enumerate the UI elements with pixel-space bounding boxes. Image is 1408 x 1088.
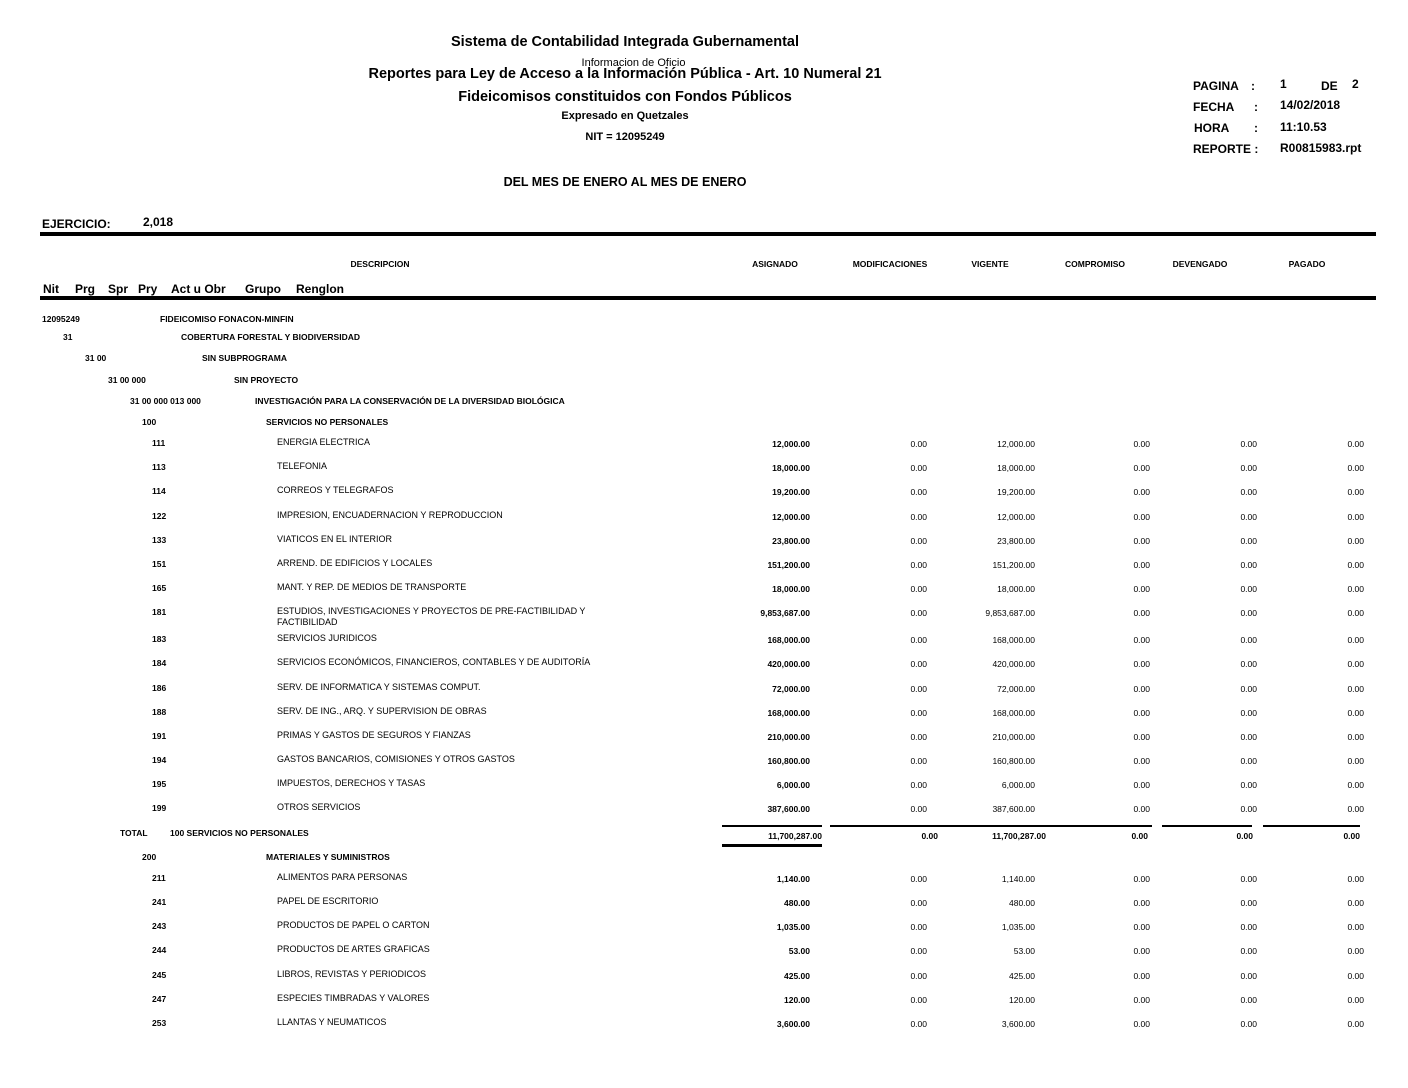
cell-modificaciones: 0.00	[910, 708, 927, 718]
cell-asignado: 3,600.00	[776, 1019, 810, 1029]
col-asignado: ASIGNADO	[752, 259, 798, 269]
cell-pagado: 0.00	[1347, 995, 1364, 1005]
cell-compromiso: 0.00	[1133, 659, 1150, 669]
nit-label: NIT = 12095249	[585, 131, 665, 143]
renglon-code: 253	[152, 1018, 167, 1028]
cell-compromiso: 0.00	[1133, 946, 1150, 956]
total-asignado: 11,700,287.00	[768, 831, 822, 841]
renglon-description: ARREND. DE EDIFICIOS Y LOCALES	[277, 558, 433, 568]
cell-asignado: 160,800.00	[767, 756, 810, 766]
cell-devengado: 0.00	[1240, 684, 1257, 694]
cell-modificaciones: 0.00	[910, 560, 927, 570]
cell-vigente: 19,200.00	[997, 487, 1035, 497]
cell-modificaciones: 0.00	[910, 536, 927, 546]
cell-asignado: 1,035.00	[776, 922, 810, 932]
pagina-label: PAGINA	[1193, 79, 1239, 93]
cell-asignado: 19,200.00	[772, 487, 810, 497]
renglon-description: SERV. DE ING., ARQ. Y SUPERVISION DE OBRAS	[277, 706, 487, 716]
total-rule-mid	[830, 825, 1152, 827]
cell-pagado: 0.00	[1347, 708, 1364, 718]
renglon-code: 114	[152, 486, 166, 496]
ejercicio-value: 2,018	[143, 215, 174, 229]
cell-pagado: 0.00	[1347, 1019, 1364, 1029]
renglon-code: 165	[152, 583, 167, 593]
renglon-code: 247	[152, 994, 167, 1004]
cell-modificaciones: 0.00	[910, 780, 927, 790]
cell-compromiso: 0.00	[1133, 922, 1150, 932]
cell-pagado: 0.00	[1347, 512, 1364, 522]
renglon-code: 195	[152, 779, 167, 789]
key-header-spr: Spr	[108, 282, 129, 296]
cell-devengado: 0.00	[1240, 560, 1257, 570]
cell-pagado: 0.00	[1347, 756, 1364, 766]
currency-note: Expresado en Quetzales	[561, 110, 689, 122]
cell-devengado: 0.00	[1240, 584, 1257, 594]
cell-compromiso: 0.00	[1133, 732, 1150, 742]
cell-pagado: 0.00	[1347, 946, 1364, 956]
cell-pagado: 0.00	[1347, 971, 1364, 981]
renglon-code: 181	[152, 607, 167, 617]
cell-asignado: 72,000.00	[772, 684, 810, 694]
cell-compromiso: 0.00	[1133, 512, 1150, 522]
col-vigente: VIGENTE	[971, 259, 1009, 269]
cell-asignado: 12,000.00	[772, 512, 810, 522]
key-header-grupo: Grupo	[245, 282, 281, 296]
cell-compromiso: 0.00	[1133, 708, 1150, 718]
cell-devengado: 0.00	[1240, 463, 1257, 473]
cell-pagado: 0.00	[1347, 659, 1364, 669]
cell-devengado: 0.00	[1240, 756, 1257, 766]
cell-compromiso: 0.00	[1133, 995, 1150, 1005]
cell-vigente: 425.00	[1009, 971, 1035, 981]
cell-modificaciones: 0.00	[910, 1019, 927, 1029]
cell-devengado: 0.00	[1240, 922, 1257, 932]
cell-vigente: 151,200.00	[992, 560, 1035, 570]
total-compromiso: 0.00	[1131, 831, 1148, 841]
cell-compromiso: 0.00	[1133, 560, 1150, 570]
total-label: TOTAL	[120, 828, 148, 838]
cell-pagado: 0.00	[1347, 898, 1364, 908]
total-vigente: 11,700,287.00	[992, 831, 1046, 841]
renglon-code: 184	[152, 658, 167, 668]
cell-pagado: 0.00	[1347, 922, 1364, 932]
cell-modificaciones: 0.00	[910, 732, 927, 742]
cell-vigente: 18,000.00	[997, 584, 1035, 594]
renglon-description: OTROS SERVICIOS	[277, 802, 361, 812]
cell-pagado: 0.00	[1347, 635, 1364, 645]
cell-asignado: 480.00	[784, 898, 810, 908]
cell-vigente: 420,000.00	[992, 659, 1035, 669]
renglon-description: IMPUESTOS, DERECHOS Y TASAS	[277, 778, 426, 788]
cell-vigente: 210,000.00	[992, 732, 1035, 742]
group-name: MATERIALES Y SUMINISTROS	[266, 852, 390, 862]
reporte-value: R00815983.rpt	[1280, 141, 1362, 155]
cell-modificaciones: 0.00	[910, 487, 927, 497]
cell-pagado: 0.00	[1347, 584, 1364, 594]
entity-name: FIDEICOMISO FONACON-MINFIN	[160, 314, 294, 324]
cell-compromiso: 0.00	[1133, 756, 1150, 766]
cell-pagado: 0.00	[1347, 874, 1364, 884]
cell-vigente: 160,800.00	[992, 756, 1035, 766]
cell-modificaciones: 0.00	[910, 463, 927, 473]
reporte-label: REPORTE :	[1193, 142, 1259, 156]
cell-pagado: 0.00	[1347, 608, 1364, 618]
header-rule-bottom	[40, 296, 1376, 300]
cell-vigente: 480.00	[1009, 898, 1035, 908]
renglon-description: SERVICIOS ECONÓMICOS, FINANCIEROS, CONTABLES Y DE AUDITORÍA	[277, 657, 591, 667]
renglon-description: PRIMAS Y GASTOS DE SEGUROS Y FIANZAS	[277, 730, 471, 740]
cell-modificaciones: 0.00	[910, 512, 927, 522]
cell-asignado: 168,000.00	[767, 708, 810, 718]
cell-vigente: 53.00	[1013, 946, 1035, 956]
program-code: 31	[63, 332, 73, 342]
cell-asignado: 420,000.00	[767, 659, 810, 669]
cell-devengado: 0.00	[1240, 1019, 1257, 1029]
cell-devengado: 0.00	[1240, 898, 1257, 908]
cell-devengado: 0.00	[1240, 608, 1257, 618]
cell-devengado: 0.00	[1240, 732, 1257, 742]
report-title: Reportes para Ley de Acceso a la Información Pública - Art. 10 Numeral 21	[368, 66, 882, 82]
renglon-description: TELEFONIA	[277, 461, 328, 471]
overlay-note: Informacion de Oficio	[581, 57, 686, 69]
renglon-code: 133	[152, 535, 167, 545]
cell-pagado: 0.00	[1347, 804, 1364, 814]
cell-devengado: 0.00	[1240, 659, 1257, 669]
renglon-code: 183	[152, 634, 167, 644]
renglon-code: 191	[152, 731, 167, 741]
program-name: COBERTURA FORESTAL Y BIODIVERSIDAD	[181, 332, 360, 342]
cell-compromiso: 0.00	[1133, 584, 1150, 594]
fecha-label: FECHA	[1193, 100, 1235, 114]
cell-compromiso: 0.00	[1133, 635, 1150, 645]
cell-devengado: 0.00	[1240, 439, 1257, 449]
cell-devengado: 0.00	[1240, 995, 1257, 1005]
cell-pagado: 0.00	[1347, 684, 1364, 694]
total-rule-asignado	[722, 825, 822, 827]
header-rule-top	[40, 232, 1376, 236]
cell-modificaciones: 0.00	[910, 684, 927, 694]
renglon-description-line2: FACTIBILIDAD	[277, 617, 338, 627]
de-value: 2	[1352, 77, 1359, 91]
cell-pagado: 0.00	[1347, 487, 1364, 497]
key-header-pry: Pry	[138, 282, 158, 296]
key-header-nit: Nit	[43, 282, 59, 296]
cell-asignado: 120.00	[784, 995, 810, 1005]
col-modificaciones: MODIFICACIONES	[852, 259, 928, 269]
cell-asignado: 6,000.00	[776, 780, 810, 790]
cell-vigente: 1,140.00	[1001, 874, 1035, 884]
subprogram-name: SIN SUBPROGRAMA	[202, 353, 288, 363]
total-name: 100 SERVICIOS NO PERSONALES	[170, 828, 309, 838]
cell-asignado: 18,000.00	[772, 584, 810, 594]
col-devengado: DEVENGADO	[1172, 259, 1228, 269]
cell-pagado: 0.00	[1347, 439, 1364, 449]
cell-modificaciones: 0.00	[910, 922, 927, 932]
cell-compromiso: 0.00	[1133, 874, 1150, 884]
cell-asignado: 23,800.00	[772, 536, 810, 546]
renglon-description: SERV. DE INFORMATICA Y SISTEMAS COMPUT.	[277, 682, 481, 692]
renglon-code: 122	[152, 511, 167, 521]
renglon-description: CORREOS Y TELEGRAFOS	[277, 485, 394, 495]
fecha-colon: :	[1254, 100, 1258, 114]
cell-vigente: 12,000.00	[997, 512, 1035, 522]
hora-value: 11:10.53	[1280, 120, 1327, 134]
total-rule-pagado	[1263, 825, 1360, 827]
key-header-prg: Prg	[75, 282, 96, 296]
project-name: SIN PROYECTO	[234, 375, 299, 385]
cell-pagado: 0.00	[1347, 463, 1364, 473]
activity-name: INVESTIGACIÓN PARA LA CONSERVACIÓN DE LA DIVERSIDAD BIOLÓGICA	[255, 396, 565, 406]
cell-asignado: 151,200.00	[767, 560, 810, 570]
renglon-code: 186	[152, 683, 167, 693]
renglon-description: PRODUCTOS DE PAPEL O CARTON	[277, 920, 430, 930]
col-descripcion: DESCRIPCION	[350, 259, 410, 269]
cell-modificaciones: 0.00	[910, 971, 927, 981]
period-label: DEL MES DE ENERO AL MES DE ENERO	[503, 175, 747, 189]
cell-asignado: 168,000.00	[767, 635, 810, 645]
cell-modificaciones: 0.00	[910, 608, 927, 618]
cell-modificaciones: 0.00	[910, 804, 927, 814]
cell-compromiso: 0.00	[1133, 898, 1150, 908]
cell-modificaciones: 0.00	[910, 874, 927, 884]
cell-compromiso: 0.00	[1133, 684, 1150, 694]
renglon-description: SERVICIOS JURIDICOS	[277, 633, 377, 643]
cell-asignado: 210,000.00	[767, 732, 810, 742]
cell-vigente: 6,000.00	[1001, 780, 1035, 790]
renglon-description: LIBROS, REVISTAS Y PERIODICOS	[277, 969, 427, 979]
cell-modificaciones: 0.00	[910, 584, 927, 594]
cell-asignado: 425.00	[784, 971, 810, 981]
renglon-description: GASTOS BANCARIOS, COMISIONES Y OTROS GASTOS	[277, 754, 515, 764]
renglon-code: 111	[152, 438, 166, 448]
renglon-code: 244	[152, 945, 167, 955]
cell-asignado: 9,853,687.00	[760, 608, 810, 618]
cell-vigente: 387,600.00	[992, 804, 1035, 814]
renglon-description: ALIMENTOS PARA PERSONAS	[277, 872, 408, 882]
pagina-colon: :	[1251, 79, 1255, 93]
cell-asignado: 53.00	[788, 946, 810, 956]
cell-compromiso: 0.00	[1133, 608, 1150, 618]
cell-vigente: 3,600.00	[1001, 1019, 1035, 1029]
cell-pagado: 0.00	[1347, 732, 1364, 742]
renglon-code: 243	[152, 921, 167, 931]
cell-modificaciones: 0.00	[910, 995, 927, 1005]
cell-devengado: 0.00	[1240, 804, 1257, 814]
renglon-description: ESPECIES TIMBRADAS Y VALORES	[277, 993, 430, 1003]
cell-devengado: 0.00	[1240, 946, 1257, 956]
entity-code: 12095249	[42, 314, 80, 324]
cell-modificaciones: 0.00	[910, 439, 927, 449]
renglon-code: 188	[152, 707, 167, 717]
renglon-description: LLANTAS Y NEUMATICOS	[277, 1017, 387, 1027]
total-rule-devengado	[1162, 825, 1252, 827]
cell-vigente: 9,853,687.00	[985, 608, 1035, 618]
cell-devengado: 0.00	[1240, 708, 1257, 718]
total-double-underline	[722, 844, 822, 847]
cell-modificaciones: 0.00	[910, 659, 927, 669]
cell-devengado: 0.00	[1240, 487, 1257, 497]
cell-vigente: 12,000.00	[997, 439, 1035, 449]
cell-compromiso: 0.00	[1133, 487, 1150, 497]
cell-asignado: 18,000.00	[772, 463, 810, 473]
key-header-act: Act u Obr	[171, 282, 226, 296]
ejercicio-label: EJERCICIO:	[42, 217, 111, 231]
cell-modificaciones: 0.00	[910, 635, 927, 645]
cell-devengado: 0.00	[1240, 536, 1257, 546]
col-pagado: PAGADO	[1288, 259, 1326, 269]
key-header-renglon: Renglon	[296, 282, 344, 296]
group-name: SERVICIOS NO PERSONALES	[266, 417, 389, 427]
col-compromiso: COMPROMISO	[1065, 259, 1125, 269]
cell-devengado: 0.00	[1240, 971, 1257, 981]
system-title: Sistema de Contabilidad Integrada Gubernamental	[450, 34, 800, 50]
project-code: 31 00 000	[108, 375, 146, 385]
cell-devengado: 0.00	[1240, 635, 1257, 645]
renglon-description: PRODUCTOS DE ARTES GRAFICAS	[277, 944, 430, 954]
cell-pagado: 0.00	[1347, 560, 1364, 570]
cell-vigente: 72,000.00	[997, 684, 1035, 694]
cell-modificaciones: 0.00	[910, 946, 927, 956]
group-code: 100	[142, 417, 157, 427]
cell-compromiso: 0.00	[1133, 971, 1150, 981]
renglon-description: IMPRESION, ENCUADERNACION Y REPRODUCCION	[277, 510, 503, 520]
renglon-description: VIATICOS EN EL INTERIOR	[277, 534, 393, 544]
renglon-code: 151	[152, 559, 167, 569]
cell-asignado: 12,000.00	[772, 439, 810, 449]
cell-vigente: 168,000.00	[992, 708, 1035, 718]
renglon-code: 245	[152, 970, 167, 980]
total-modificaciones: 0.00	[921, 831, 938, 841]
de-label: DE	[1321, 79, 1338, 93]
renglon-code: 199	[152, 803, 167, 813]
cell-asignado: 387,600.00	[767, 804, 810, 814]
cell-devengado: 0.00	[1240, 780, 1257, 790]
renglon-code: 194	[152, 755, 167, 765]
report-subtitle: Fideicomisos constituidos con Fondos Públicos	[458, 89, 792, 105]
activity-code: 31 00 000 013 000	[130, 396, 201, 406]
subprogram-code: 31 00	[85, 353, 107, 363]
cell-pagado: 0.00	[1347, 780, 1364, 790]
cell-devengado: 0.00	[1240, 512, 1257, 522]
cell-asignado: 1,140.00	[776, 874, 810, 884]
cell-compromiso: 0.00	[1133, 463, 1150, 473]
cell-compromiso: 0.00	[1133, 439, 1150, 449]
cell-vigente: 1,035.00	[1001, 922, 1035, 932]
cell-vigente: 18,000.00	[997, 463, 1035, 473]
total-pagado: 0.00	[1343, 831, 1360, 841]
fecha-value: 14/02/2018	[1280, 98, 1341, 112]
renglon-description: ENERGIA ELECTRICA	[277, 437, 371, 447]
pagina-value: 1	[1280, 77, 1287, 91]
cell-compromiso: 0.00	[1133, 804, 1150, 814]
cell-compromiso: 0.00	[1133, 1019, 1150, 1029]
cell-pagado: 0.00	[1347, 536, 1364, 546]
cell-modificaciones: 0.00	[910, 756, 927, 766]
group-code: 200	[142, 852, 157, 862]
cell-modificaciones: 0.00	[910, 898, 927, 908]
hora-label: HORA	[1194, 121, 1230, 135]
cell-compromiso: 0.00	[1133, 780, 1150, 790]
cell-devengado: 0.00	[1240, 874, 1257, 884]
renglon-code: 113	[152, 462, 166, 472]
hora-colon: :	[1254, 121, 1258, 135]
renglon-code: 241	[152, 897, 167, 907]
cell-compromiso: 0.00	[1133, 536, 1150, 546]
renglon-code: 211	[152, 873, 166, 883]
cell-vigente: 168,000.00	[992, 635, 1035, 645]
total-devengado: 0.00	[1236, 831, 1253, 841]
renglon-description: MANT. Y REP. DE MEDIOS DE TRANSPORTE	[277, 582, 467, 592]
cell-vigente: 120.00	[1009, 995, 1035, 1005]
cell-vigente: 23,800.00	[997, 536, 1035, 546]
renglon-description: ESTUDIOS, INVESTIGACIONES Y PROYECTOS DE PRE-FACTIBILIDAD Y	[277, 606, 586, 616]
renglon-description: PAPEL DE ESCRITORIO	[277, 896, 379, 906]
